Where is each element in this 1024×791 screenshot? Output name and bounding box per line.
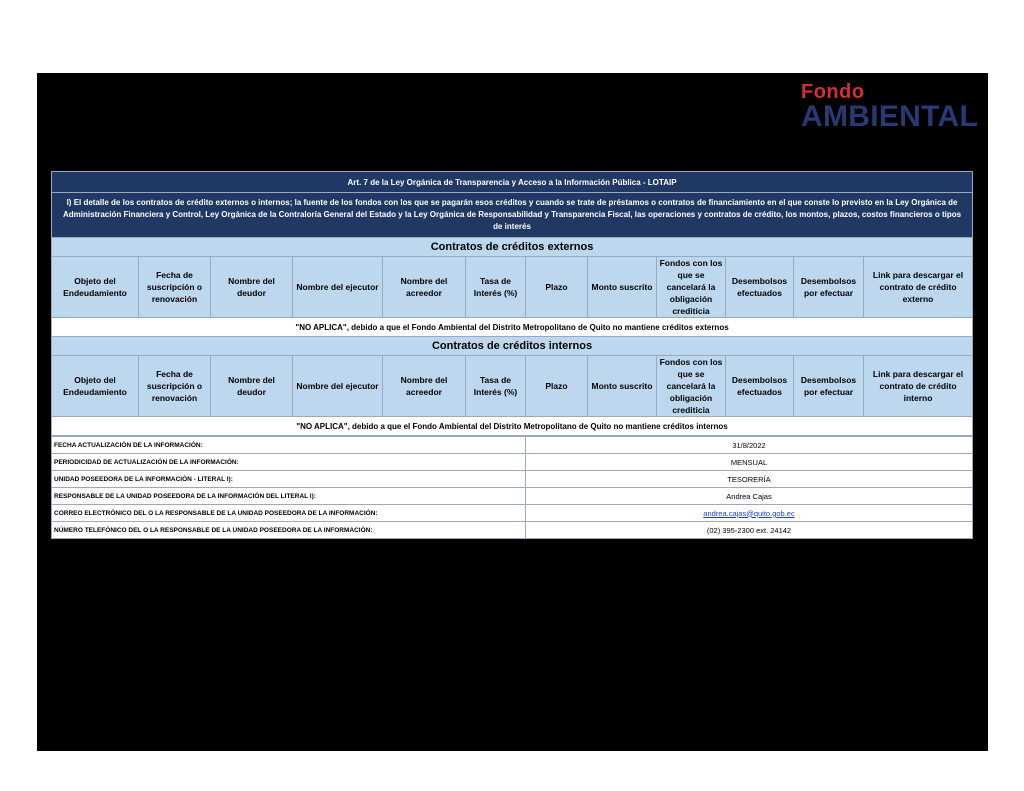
credit-contracts-table — [51, 171, 973, 436]
email-link[interactable]: andrea.cajas@quito.gob.ec — [703, 508, 795, 518]
external-not-applicable-note: "NO APLICA", debido a que el Fondo Ambiental del Distrito Metropolitano de Quito no mantiene créditos externos — [52, 318, 973, 337]
header-deudor: Nombre del deudor — [211, 257, 293, 318]
header-tasa: Tasa de Interés (%) — [466, 356, 526, 417]
meta-label-telefono: NÚMERO TELEFÓNICO DEL O LA RESPONSABLE DE LA UNIDAD POSEEDORA DE LA INFORMACIÓN: — [52, 522, 526, 539]
header-link-contrato: Link para descargar el contrato de crédito interno — [864, 356, 973, 417]
meta-value-fecha: 31/8/2022 — [526, 437, 973, 454]
literal-description: l) El detalle de los contratos de crédito externos o internos; la fuente de los fondos con los que se pagarán esos créditos y cuando se trate de préstamos o contratos de financiamiento en el que conste lo previsto en la Ley Orgánica de Administración Financiera y Control, Ley Orgánica de la Contraloría General del Estado y la Ley Orgánica de Responsabilidad y Transparencia Fiscal, las operaciones y contratos de crédito, los montos, plazos, costos financieros o tipos de interés — [52, 193, 973, 238]
meta-label-periodicidad: PERIODICIDAD DE ACTUALIZACIÓN DE LA INFORMACIÓN: — [52, 454, 526, 471]
header-plazo: Plazo — [526, 356, 588, 417]
meta-row — [52, 505, 973, 522]
meta-label-unidad: UNIDAD POSEEDORA DE LA INFORMACIÓN - LITERAL l): — [52, 471, 526, 488]
header-desembolsos-por-efectuar: Desembolsos por efectuar — [794, 257, 864, 318]
meta-label-correo: CORREO ELECTRÓNICO DEL O LA RESPONSABLE DE LA UNIDAD POSEEDORA DE LA INFORMACIÓN: — [52, 505, 526, 522]
meta-row — [52, 471, 973, 488]
lotaip-table-sheet — [51, 171, 972, 539]
header-fondos: Fondos con los que se cancelará la obligación crediticia — [657, 356, 726, 417]
internal-not-applicable-note: "NO APLICA", debido a que el Fondo Ambiental del Distrito Metropolitano de Quito no mantiene créditos internos — [52, 417, 973, 436]
meta-value-responsable: Andrea Cajas — [526, 488, 973, 505]
header-tasa: Tasa de Interés (%) — [466, 257, 526, 318]
header-monto: Monto suscrito — [588, 257, 657, 318]
external-header-row — [52, 257, 973, 318]
header-link-contrato: Link para descargar el contrato de crédito externo — [864, 257, 973, 318]
header-objeto: Objeto del Endeudamiento — [52, 356, 139, 417]
internal-header-row — [52, 356, 973, 417]
header-desembolsos-efectuados: Desembolsos efectuados — [726, 356, 794, 417]
meta-label-responsable: RESPONSABLE DE LA UNIDAD POSEEDORA DE LA INFORMACIÓN DEL LITERAL l): — [52, 488, 526, 505]
header-ejecutor: Nombre del ejecutor — [293, 257, 383, 318]
logo-line-1: Fondo — [801, 81, 865, 103]
meta-row — [52, 488, 973, 505]
meta-row — [52, 522, 973, 539]
header-acreedor: Nombre del acreedor — [383, 356, 466, 417]
header-fondos: Fondos con los que se cancelará la obligación crediticia — [657, 257, 726, 318]
internal-credits-section: Contratos de créditos internos — [52, 337, 973, 356]
table-title: Art. 7 de la Ley Orgánica de Transparencia y Acceso a la Información Pública - LOTAIP — [52, 172, 973, 193]
header-plazo: Plazo — [526, 257, 588, 318]
meta-label-fecha: FECHA ACTUALIZACIÓN DE LA INFORMACIÓN: — [52, 437, 526, 454]
header-objeto: Objeto del Endeudamiento — [52, 257, 139, 318]
fondo-ambiental-logo — [801, 82, 981, 132]
metadata-table — [51, 436, 973, 539]
header-ejecutor: Nombre del ejecutor — [293, 356, 383, 417]
header-desembolsos-efectuados: Desembolsos efectuados — [726, 257, 794, 318]
logo-line-2: AMBIENTAL — [801, 100, 979, 133]
header-fecha: Fecha de suscripción o renovación — [139, 257, 211, 318]
external-credits-section: Contratos de créditos externos — [52, 238, 973, 257]
header-fecha: Fecha de suscripción o renovación — [139, 356, 211, 417]
meta-row — [52, 454, 973, 471]
header-monto: Monto suscrito — [588, 356, 657, 417]
meta-value-correo — [526, 505, 973, 522]
meta-value-periodicidad: MENSUAL — [526, 454, 973, 471]
header-desembolsos-por-efectuar: Desembolsos por efectuar — [794, 356, 864, 417]
header-acreedor: Nombre del acreedor — [383, 257, 466, 318]
header-deudor: Nombre del deudor — [211, 356, 293, 417]
meta-value-unidad: TESORERÍA — [526, 471, 973, 488]
meta-row — [52, 437, 973, 454]
meta-value-telefono: (02) 395-2300 ext. 24142 — [526, 522, 973, 539]
